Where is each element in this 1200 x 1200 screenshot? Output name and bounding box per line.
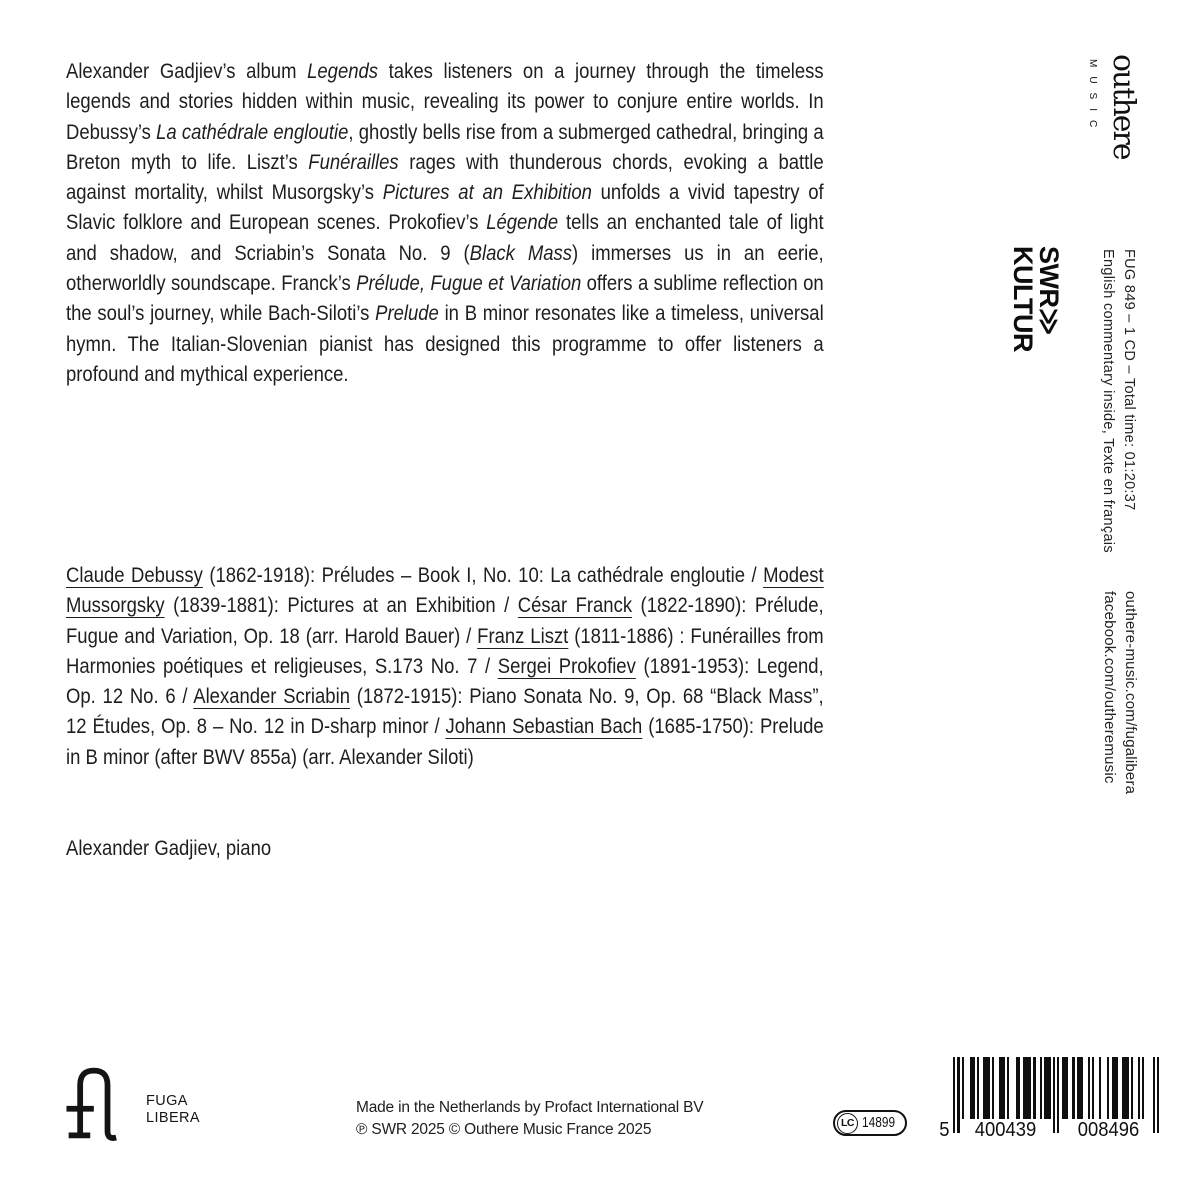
catalog-info (1097, 249, 1139, 553)
barcode-digits-group2: 008496 (1077, 1119, 1140, 1141)
copyright-line: ℗ SWR 2025 © Outhere Music France 2025 (356, 1120, 652, 1138)
outhere-music-sub: MUSIC (1087, 59, 1098, 137)
album-description: Alexander Gadjiev’s album Legends takes listeners on a journey through the timeless legends and stories hidden within music, revealing its power to conjure entire worlds. In Debussy’s La cathédrale engloutie, ghostly bells rise from a submerged cathedral, bringing a Breton myth to life. Liszt’s Funérailles rages with thunderous chords, evoking a battle against mortality, whilst Musorgsky’s Pictures at an Exhibition unfolds a vivid tapestry of Slavic folklore and European scenes. Prokofiev’s Légende tells an enchanted tale of light and shadow, and Scriabin’s Sonata No. 9 (Black Mass) immerses us in an eerie, otherworldly soundscape. Franck’s Prélude, Fugue et Variation offers a sublime reflection on the soul’s journey, while Bach-Siloti’s Prelude in B minor resonates like a timeless, universal hymn. The Italian-Slovenian pianist has designed this programme to offer listeners a profound and mythical experience. (66, 60, 824, 386)
lc-badge (833, 1110, 907, 1136)
swr-logo-line2: KULTUR (1008, 246, 1038, 352)
track-listing: Claude Debussy (1862-1918): Préludes – Book I, No. 10: La cathédrale engloutie / Modest Mussorgsky (1839-1881): Pictures at an Exhibition / César Franck (1822-1890): Prélude, Fugue and Variation, Op. 18 (arr. Harold Bauer) / Franz Liszt (1811-1886) : Funérailles from Harmonies poétiques et religieuses, S.173 No. 7 / Sergei Prokofiev (1891-1953): Legend, Op. 12 No. 6 / Alexander Scriabin (1872-1915): Piano Sonata No. 9, Op. 68 “Black Mass”, 12 Études, Op. 8 – No. 12 in D-sharp minor / Johann Sebastian Bach (1685-1750): Prelude in B minor (after BWV 855a) (arr. Alexander Siloti) (66, 564, 824, 769)
barcode-digits-group1: 400439 (974, 1119, 1037, 1141)
lc-circle: LC (837, 1113, 858, 1134)
facebook-url: facebook.com/outheremusic (1101, 591, 1118, 784)
lc-number: 14899 (862, 1115, 896, 1131)
outhere-music-logo (1086, 54, 1141, 159)
swr-kultur-logo (1010, 246, 1062, 352)
swr-logo-line1: SWR≫ (1034, 246, 1064, 336)
outhere-url: outhere-music.com/fugalibera (1122, 591, 1139, 795)
barcode-digit-left: 5 (939, 1119, 950, 1141)
web-links (1099, 591, 1141, 794)
fuga-libera-logo (60, 1062, 200, 1144)
manufacturing-credit (356, 1097, 703, 1140)
commentary-line: English commentary inside, Texte en français (1100, 249, 1116, 553)
catalog-number-line: FUG 849 – 1 CD – Total time: 01:20:37 (1121, 249, 1137, 511)
performer-credit: Alexander Gadjiev, piano (66, 837, 272, 860)
fl-monogram-icon (60, 1062, 132, 1144)
made-in-line: Made in the Netherlands by Profact International BV (356, 1099, 704, 1116)
fuga-libera-wordmark: FUGA LIBERA (146, 1093, 200, 1126)
barcode (939, 1057, 1161, 1141)
outhere-wordmark: outhere (1106, 54, 1141, 159)
